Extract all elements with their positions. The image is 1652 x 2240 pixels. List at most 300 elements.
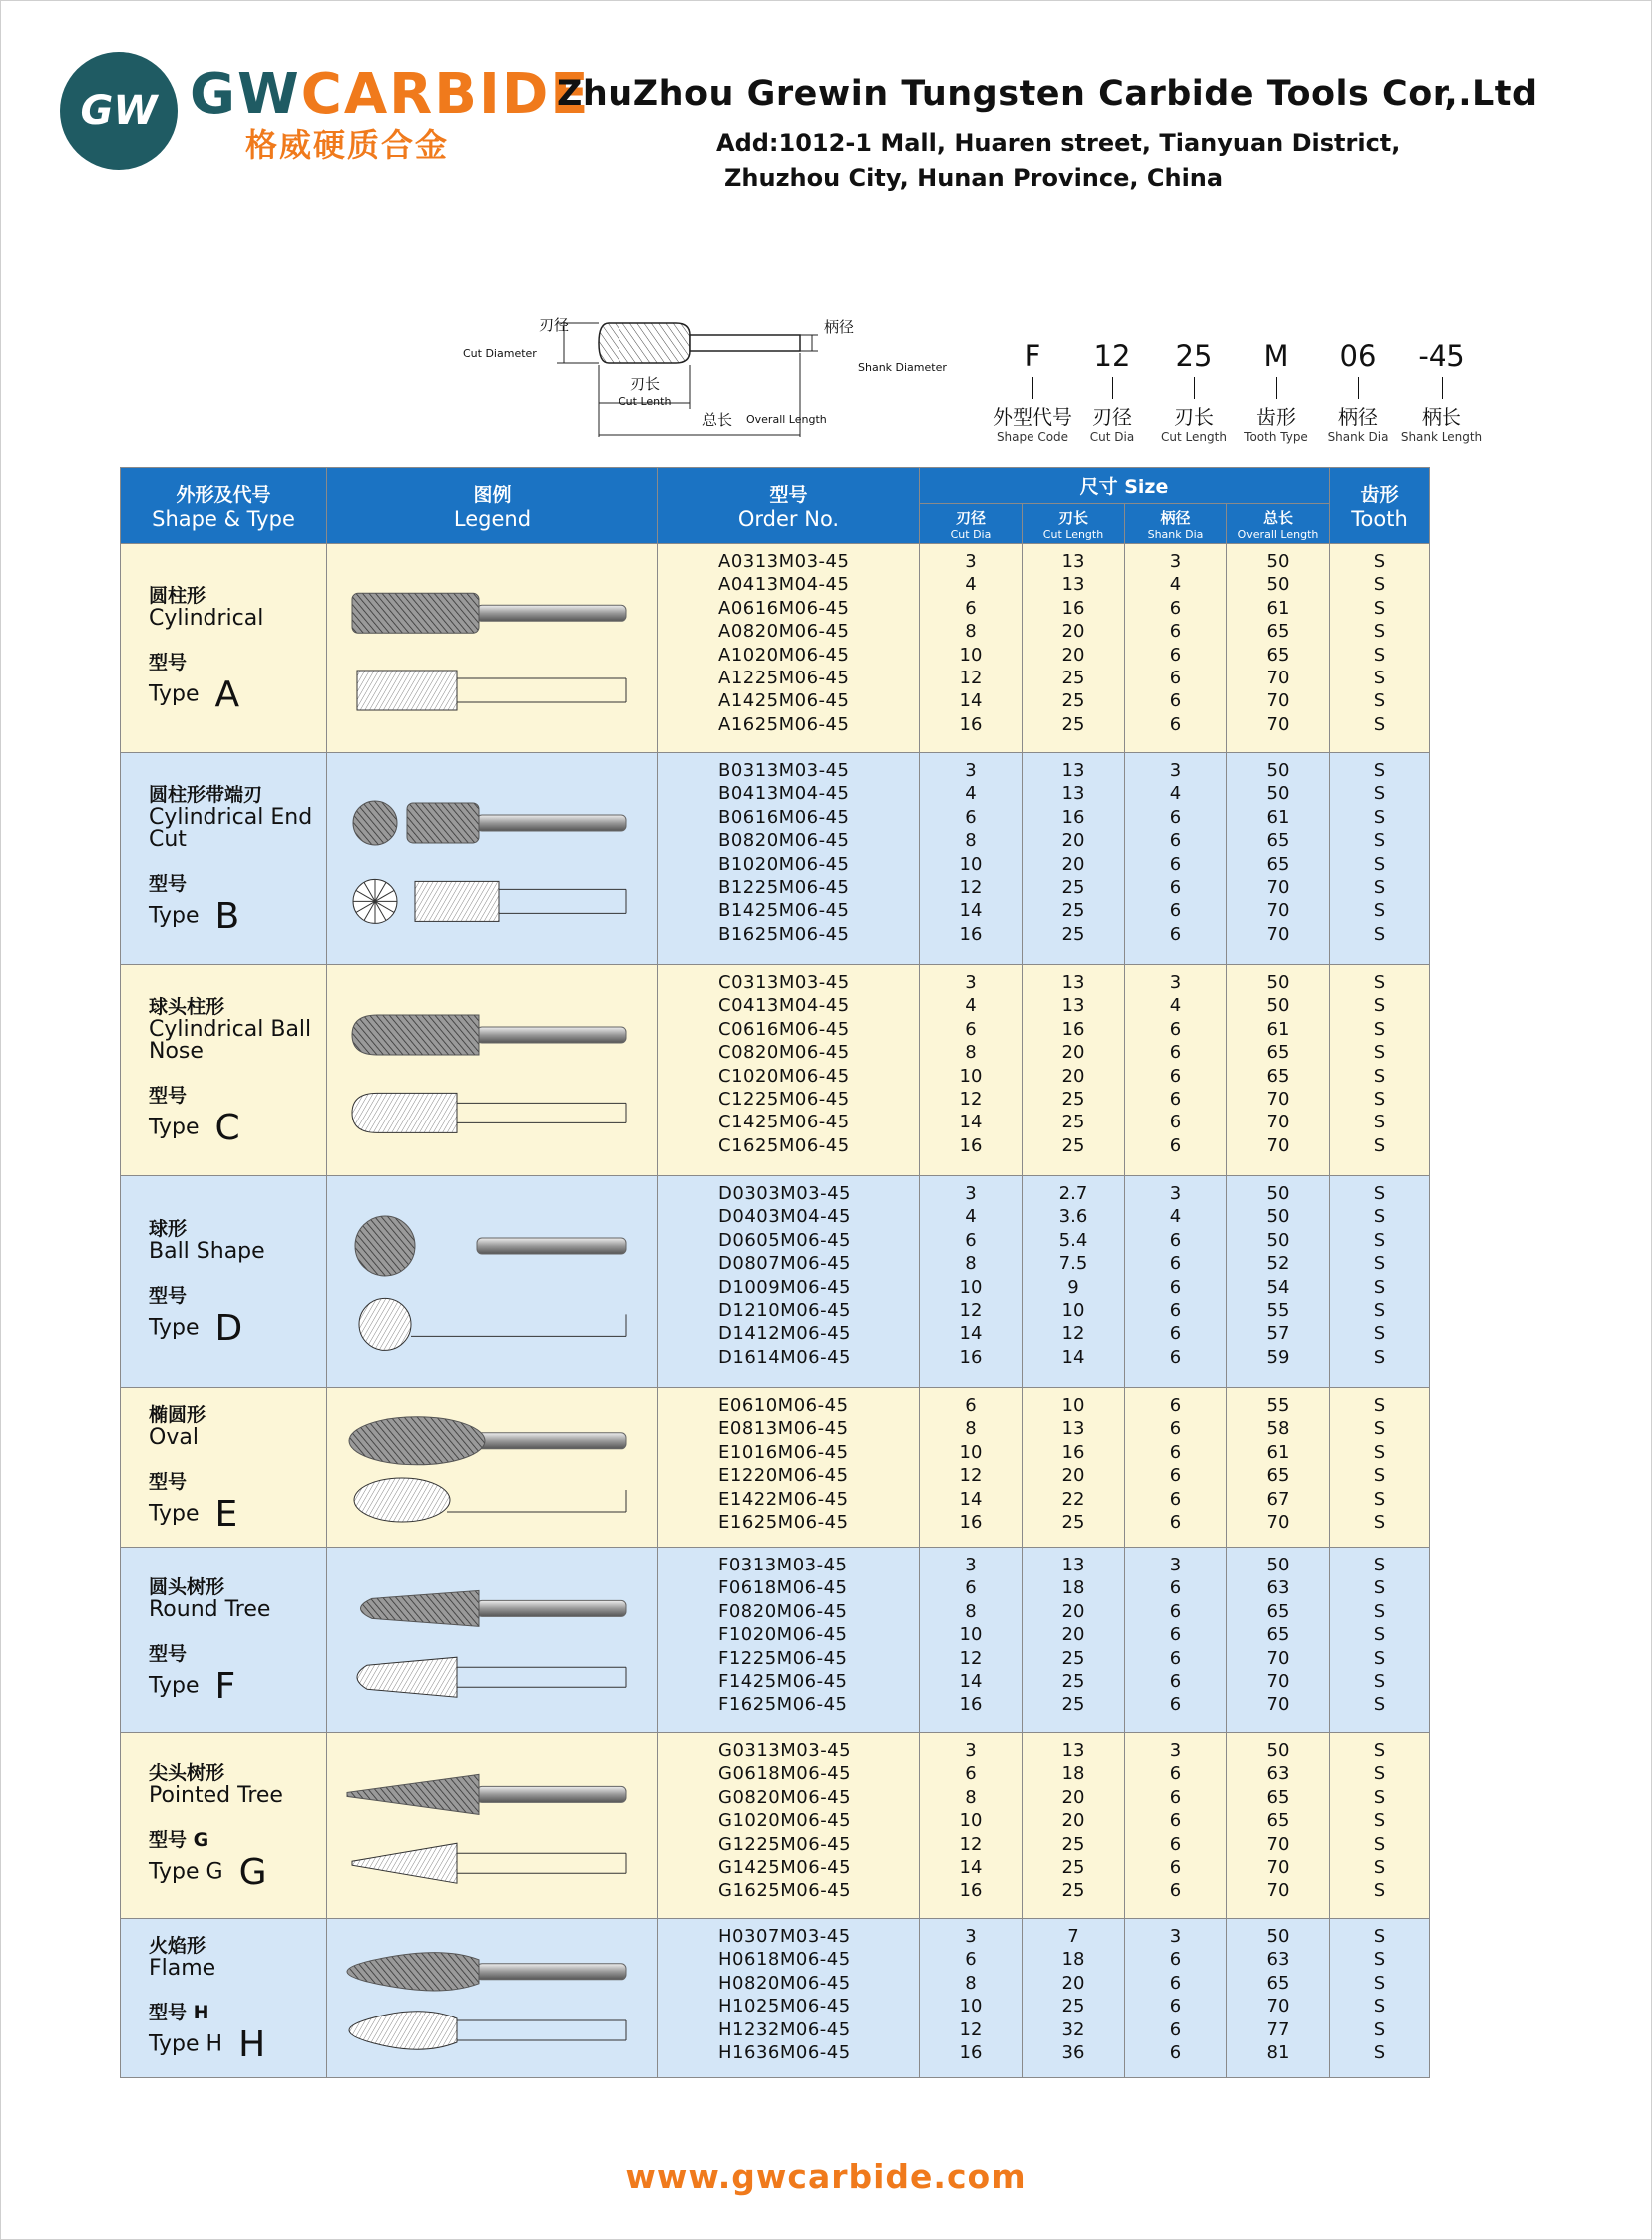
cell-value: 12 (959, 1089, 983, 1111)
cell-value: 10 (1061, 1300, 1085, 1322)
cell-value: 6 (1169, 1089, 1182, 1111)
tooth-list (1330, 1176, 1430, 1388)
cell-value: 6 (1169, 1346, 1182, 1368)
cell-value: 12 (959, 1300, 983, 1322)
cell-value: 50 (1266, 574, 1290, 596)
cell-value: E1220M06-45 (718, 1465, 849, 1487)
cell-value: 6 (1169, 1300, 1182, 1322)
cell-value: 6 (1169, 1042, 1182, 1064)
cell-value: 70 (1266, 668, 1290, 689)
cell-value: 57 (1266, 1323, 1290, 1345)
order-no-list (658, 753, 920, 965)
cut-len-list (1023, 1176, 1125, 1388)
cell-value: S (1373, 1323, 1386, 1345)
cell-value: S (1373, 1253, 1386, 1275)
cell-value: S (1373, 1206, 1386, 1228)
cell-value: 8 (965, 1972, 977, 1994)
order-no-list (658, 1548, 920, 1733)
cell-value: 70 (1266, 1996, 1290, 2017)
legend-cell (327, 1548, 658, 1733)
cell-value: S (1373, 1089, 1386, 1111)
cell-value: 14 (959, 1857, 983, 1879)
shape-cn: 圆柱形 (149, 585, 206, 607)
cell-value: S (1373, 1880, 1386, 1902)
cell-value: 70 (1266, 1512, 1290, 1534)
shape-cell (121, 1733, 327, 1919)
company-logo (60, 52, 178, 170)
shape-en: Pointed Tree (149, 1783, 283, 1808)
order-no-list (658, 1388, 920, 1548)
cell-value: E0813M06-45 (718, 1418, 849, 1440)
cell-value: 16 (1061, 806, 1085, 828)
order-code-legend (988, 339, 1546, 449)
code-tooth: M 齿形 Tooth Type (1244, 339, 1308, 444)
cell-value: 6 (965, 1229, 977, 1251)
cell-value: 77 (1266, 2018, 1290, 2040)
cell-value: H1025M06-45 (718, 1996, 851, 2017)
cell-value: S (1373, 877, 1386, 899)
cell-value: H1636M06-45 (718, 2042, 851, 2064)
cell-value: E1625M06-45 (718, 1512, 849, 1534)
cell-value: 6 (1169, 806, 1182, 828)
cell-value: 70 (1266, 900, 1290, 922)
cell-value: 50 (1266, 972, 1290, 993)
col-cutlen-header: 刃长 Cut Length (1023, 504, 1125, 544)
cell-value: C0616M06-45 (718, 1018, 850, 1040)
cell-value: 65 (1266, 1465, 1290, 1487)
cell-value: D0303M03-45 (718, 1183, 852, 1204)
cell-value: 10 (959, 853, 983, 875)
cell-value: 20 (1061, 1972, 1085, 1994)
cell-value: 10 (959, 1441, 983, 1463)
cell-value: 3 (1169, 551, 1182, 572)
cell-value: 25 (1061, 877, 1085, 899)
cell-value: 58 (1266, 1418, 1290, 1440)
col-tooth-header: 齿形 Tooth (1330, 468, 1430, 544)
cell-value: 20 (1061, 621, 1085, 643)
cell-value: 6 (1169, 1512, 1182, 1534)
cell-value: 6 (965, 806, 977, 828)
burr-illustration (327, 753, 656, 965)
cell-value: 25 (1061, 713, 1085, 735)
cell-value: G1625M06-45 (718, 1880, 852, 1902)
cell-value: S (1373, 1694, 1386, 1716)
shape-cell (121, 965, 327, 1176)
cell-value: 6 (965, 1018, 977, 1040)
legend-cell (327, 1733, 658, 1919)
cell-value: 12 (959, 1465, 983, 1487)
order-no-list (658, 1919, 920, 2078)
cell-value: D1614M06-45 (718, 1346, 852, 1368)
cell-value: 6 (1169, 830, 1182, 852)
shape-cell (121, 1388, 327, 1548)
cell-value: S (1373, 1996, 1386, 2017)
cell-value: A0820M06-45 (718, 621, 850, 643)
cell-value: 12 (959, 1833, 983, 1855)
cell-value: 70 (1266, 690, 1290, 712)
shank-dia-list (1125, 965, 1227, 1176)
burr-illustration (327, 544, 656, 753)
code-cutlen: 25 刃长 Cut Length (1161, 339, 1227, 444)
cell-value: 65 (1266, 1786, 1290, 1808)
order-no-list (658, 965, 920, 1176)
type-letter: E (214, 1494, 238, 1535)
shape-en: Cylindrical End Cut (149, 805, 313, 852)
cell-value: 6 (965, 1577, 977, 1599)
cell-value: 6 (1169, 1810, 1182, 1832)
shank-dia-list (1125, 544, 1227, 753)
cell-value: 6 (1169, 1880, 1182, 1902)
cell-value: 10 (959, 1810, 983, 1832)
cell-value: 6 (1169, 1600, 1182, 1622)
cell-value: 6 (1169, 1065, 1182, 1087)
cell-value: D1412M06-45 (718, 1323, 852, 1345)
shape-en: Flame (149, 1956, 216, 1981)
cell-value: 7 (1067, 1926, 1079, 1947)
type-letter: C (214, 1108, 240, 1148)
cell-value: B1225M06-45 (718, 877, 850, 899)
brand-chinese: 格威硬质合金 (245, 126, 450, 164)
cell-value: S (1373, 1949, 1386, 1971)
address-line1: Add:1012-1 Mall, Huaren street, Tianyuan District, (716, 129, 1401, 157)
cell-value: S (1373, 1671, 1386, 1693)
code-shankdia: 06 柄径 Shank Dia (1327, 339, 1389, 444)
cell-value: D1210M06-45 (718, 1300, 852, 1322)
cell-value: 3 (965, 1926, 977, 1947)
cell-value: 6 (1169, 877, 1182, 899)
cell-value: S (1373, 690, 1386, 712)
cut-dia-en: Cut Diameter (463, 347, 537, 360)
cell-value: S (1373, 900, 1386, 922)
cell-value: 25 (1061, 1694, 1085, 1716)
cell-value: S (1373, 1577, 1386, 1599)
cell-value: 25 (1061, 923, 1085, 945)
cell-value: S (1373, 1786, 1386, 1808)
cell-value: 25 (1061, 900, 1085, 922)
order-no-list (658, 1176, 920, 1388)
overall-en: Overall Length (746, 413, 827, 426)
cell-value: 6 (1169, 690, 1182, 712)
cell-value: S (1373, 1395, 1386, 1416)
cell-value: S (1373, 1624, 1386, 1646)
cell-value: F0313M03-45 (718, 1555, 848, 1575)
cell-value: 6 (965, 1395, 977, 1416)
cut-len-list (1023, 1919, 1125, 2078)
cell-value: 25 (1061, 1512, 1085, 1534)
cell-value: 4 (1169, 783, 1182, 805)
cell-value: 25 (1061, 1112, 1085, 1133)
legend-cell (327, 1919, 658, 2078)
legend-cell (327, 1388, 658, 1548)
table-row (121, 1733, 1430, 1919)
cell-value: 18 (1061, 1577, 1085, 1599)
cut-dia-list (920, 1176, 1023, 1388)
cell-value: 6 (1169, 1671, 1182, 1693)
cell-value: S (1373, 1346, 1386, 1368)
cell-value: G0618M06-45 (718, 1763, 852, 1785)
cut-len-list (1023, 1733, 1125, 1919)
cell-value: C0313M03-45 (718, 972, 850, 993)
cell-value: 14 (959, 1488, 983, 1510)
cell-value: D0605M06-45 (718, 1229, 852, 1251)
tooth-list (1330, 753, 1430, 965)
brand-carbide: CARBIDE (300, 62, 591, 127)
cell-value: 10 (959, 1996, 983, 2017)
cell-value: 6 (1169, 1395, 1182, 1416)
burr-illustration (327, 1388, 656, 1548)
cell-value: 16 (959, 1346, 983, 1368)
cell-value: 6 (1169, 1996, 1182, 2017)
cell-value: 6 (1169, 2042, 1182, 2064)
address-line2: Zhuzhou City, Hunan Province, China (724, 164, 1224, 192)
col-order-header: 型号 Order No. (658, 468, 920, 544)
cell-value: 70 (1266, 1833, 1290, 1855)
tooth-list (1330, 544, 1430, 753)
type-cn: 型号 H (149, 2002, 209, 2023)
cell-value: S (1373, 1926, 1386, 1947)
cell-value: 6 (1169, 1276, 1182, 1298)
cell-value: D0403M04-45 (718, 1206, 852, 1228)
cell-value: 16 (1061, 1018, 1085, 1040)
product-table-body (121, 544, 1430, 2078)
cell-value: 16 (959, 1512, 983, 1534)
cut-len-en: Cut Lenth (619, 395, 672, 408)
cell-value: 16 (1061, 1441, 1085, 1463)
cell-value: 25 (1061, 1671, 1085, 1693)
cell-value: 13 (1061, 760, 1085, 781)
cell-value: 65 (1266, 644, 1290, 666)
cell-value: S (1373, 972, 1386, 993)
col-shape-header: 外形及代号 Shape & Type (121, 468, 327, 544)
legend-cell (327, 1176, 658, 1388)
cell-value: 65 (1266, 1042, 1290, 1064)
shape-cell (121, 544, 327, 753)
type-cn: 型号 (149, 1471, 188, 1493)
cell-value: 8 (965, 830, 977, 852)
type-cn: 型号 (149, 1085, 188, 1107)
shank-dia-list (1125, 1388, 1227, 1548)
cell-value: 20 (1061, 830, 1085, 852)
cell-value: 6 (1169, 1857, 1182, 1879)
cell-value: 32 (1061, 2018, 1085, 2040)
cell-value: 6 (1169, 1112, 1182, 1133)
cell-value: 70 (1266, 1880, 1290, 1902)
cell-value: E0610M06-45 (718, 1395, 849, 1416)
shape-en: Ball Shape (149, 1239, 265, 1264)
cell-value: 61 (1266, 806, 1290, 828)
cell-value: 50 (1266, 1183, 1290, 1204)
cell-value: 14 (1061, 1346, 1085, 1368)
shape-cell (121, 1548, 327, 1733)
cell-value: 63 (1266, 1577, 1290, 1599)
cell-value: 14 (959, 900, 983, 922)
cell-value: S (1373, 713, 1386, 735)
overall-list (1227, 1919, 1330, 2078)
cell-value: S (1373, 1740, 1386, 1761)
cell-value: 50 (1266, 1206, 1290, 1228)
cell-value: 8 (965, 1253, 977, 1275)
type-cn: 型号 (149, 1643, 188, 1665)
cell-value: 13 (1061, 551, 1085, 572)
cell-value: G0820M06-45 (718, 1786, 852, 1808)
cut-dia-list (920, 1733, 1023, 1919)
cell-value: S (1373, 2018, 1386, 2040)
table-row (121, 544, 1430, 753)
cell-value: 63 (1266, 1763, 1290, 1785)
cell-value: 3 (1169, 1183, 1182, 1204)
cell-value: 8 (965, 1418, 977, 1440)
cell-value: S (1373, 1276, 1386, 1298)
cell-value: 59 (1266, 1346, 1290, 1368)
cut-dia-list (920, 1919, 1023, 2078)
cell-value: 50 (1266, 1555, 1290, 1575)
type-cn: 型号 (149, 873, 188, 895)
website-footer[interactable]: www.gwcarbide.com (625, 2157, 1027, 2196)
cell-value: G0313M03-45 (718, 1740, 852, 1761)
cell-value: S (1373, 1857, 1386, 1879)
cell-value: 3 (1169, 972, 1182, 993)
cell-value: 13 (1061, 1555, 1085, 1575)
type-en: Type (149, 1315, 200, 1341)
cell-value: 6 (1169, 1465, 1182, 1487)
cut-len-list (1023, 544, 1125, 753)
shape-cn: 圆柱形带端刃 (149, 784, 263, 806)
cut-dia-list (920, 753, 1023, 965)
cell-value: 13 (1061, 783, 1085, 805)
brand-gw: GW (190, 62, 301, 127)
cell-value: 25 (1061, 1833, 1085, 1855)
cell-value: 25 (1061, 1880, 1085, 1902)
cell-value: 3.6 (1058, 1206, 1088, 1228)
cut-dia-list (920, 965, 1023, 1176)
cell-value: 20 (1061, 1600, 1085, 1622)
cell-value: A1625M06-45 (718, 713, 850, 735)
cell-value: 6 (1169, 900, 1182, 922)
legend-cell (327, 965, 658, 1176)
cell-value: 13 (1061, 995, 1085, 1017)
overall-list (1227, 1176, 1330, 1388)
type-cn: 型号 G (149, 1829, 209, 1851)
cell-value: 20 (1061, 1042, 1085, 1064)
cell-value: 3 (1169, 760, 1182, 781)
cell-value: 61 (1266, 1441, 1290, 1463)
type-en: Type G (149, 1859, 223, 1885)
cell-value: S (1373, 621, 1386, 643)
cell-value: H1232M06-45 (718, 2018, 851, 2040)
cell-value: A1020M06-45 (718, 644, 850, 666)
cell-value: 10 (959, 1065, 983, 1087)
cell-value: 65 (1266, 853, 1290, 875)
cell-value: 20 (1061, 1810, 1085, 1832)
shank-dia-list (1125, 753, 1227, 965)
cell-value: 6 (1169, 1018, 1182, 1040)
cell-value: 65 (1266, 1065, 1290, 1087)
cell-value: 70 (1266, 1112, 1290, 1133)
cell-value: B0413M04-45 (718, 783, 850, 805)
cell-value: 4 (965, 574, 977, 596)
brand-name (190, 62, 591, 127)
cell-value: 6 (1169, 1488, 1182, 1510)
cell-value: 6 (1169, 644, 1182, 666)
cell-value: 18 (1061, 1763, 1085, 1785)
cell-value: C1225M06-45 (718, 1089, 850, 1111)
cell-value: 50 (1266, 760, 1290, 781)
cell-value: 50 (1266, 551, 1290, 572)
cell-value: S (1373, 1833, 1386, 1855)
type-en: Type (149, 681, 200, 707)
cell-value: S (1373, 1488, 1386, 1510)
cell-value: 6 (1169, 1694, 1182, 1716)
cell-value: S (1373, 1555, 1386, 1575)
legend-cell (327, 753, 658, 965)
cell-value: S (1373, 1134, 1386, 1156)
cell-value: 70 (1266, 1694, 1290, 1716)
cell-value: 3 (965, 972, 977, 993)
shape-en: Oval (149, 1425, 199, 1450)
cell-value: 8 (965, 1042, 977, 1064)
cut-dia-list (920, 544, 1023, 753)
cell-value: 6 (1169, 1441, 1182, 1463)
cell-value: 13 (1061, 1740, 1085, 1761)
cell-value: 6 (1169, 853, 1182, 875)
cell-value: D0807M06-45 (718, 1253, 852, 1275)
cell-value: 65 (1266, 1624, 1290, 1646)
cell-value: F1425M06-45 (718, 1671, 848, 1693)
cell-value: S (1373, 995, 1386, 1017)
cell-value: C0820M06-45 (718, 1042, 850, 1064)
cell-value: S (1373, 806, 1386, 828)
cell-value: 20 (1061, 853, 1085, 875)
cell-value: 4 (1169, 1206, 1182, 1228)
shape-en: Cylindrical Ball Nose (149, 1017, 312, 1064)
cell-value: 6 (1169, 1418, 1182, 1440)
cell-value: 10 (959, 644, 983, 666)
cell-value: 55 (1266, 1300, 1290, 1322)
cell-value: 6 (1169, 1763, 1182, 1785)
cell-value: 3 (1169, 1555, 1182, 1575)
shank-dia-cn: 柄径 (824, 318, 855, 336)
cell-value: 6 (1169, 713, 1182, 735)
cell-value: S (1373, 1647, 1386, 1669)
tooth-list (1330, 1388, 1430, 1548)
cell-value: A0413M04-45 (718, 574, 850, 596)
shape-cell (121, 1919, 327, 2078)
type-letter: A (214, 674, 240, 715)
cell-value: 67 (1266, 1488, 1290, 1510)
burr-illustration (327, 965, 656, 1176)
cell-value: B0616M06-45 (718, 806, 850, 828)
cell-value: C1020M06-45 (718, 1065, 850, 1087)
cell-value: G1020M06-45 (718, 1810, 852, 1832)
cell-value: 3 (965, 1740, 977, 1761)
cell-value: 25 (1061, 668, 1085, 689)
cut-dia-list (920, 1548, 1023, 1733)
cell-value: 50 (1266, 783, 1290, 805)
cell-value: 61 (1266, 1018, 1290, 1040)
cell-value: S (1373, 644, 1386, 666)
cell-value: 52 (1266, 1253, 1290, 1275)
cell-value: 16 (1061, 597, 1085, 619)
cell-value: A1225M06-45 (718, 668, 850, 689)
cell-value: 3 (965, 551, 977, 572)
cell-value: 4 (1169, 574, 1182, 596)
cell-value: E1422M06-45 (718, 1488, 849, 1510)
cell-value: S (1373, 1810, 1386, 1832)
cell-value: S (1373, 1112, 1386, 1133)
cell-value: B1020M06-45 (718, 853, 850, 875)
cell-value: 54 (1266, 1276, 1290, 1298)
cell-value: 16 (959, 713, 983, 735)
